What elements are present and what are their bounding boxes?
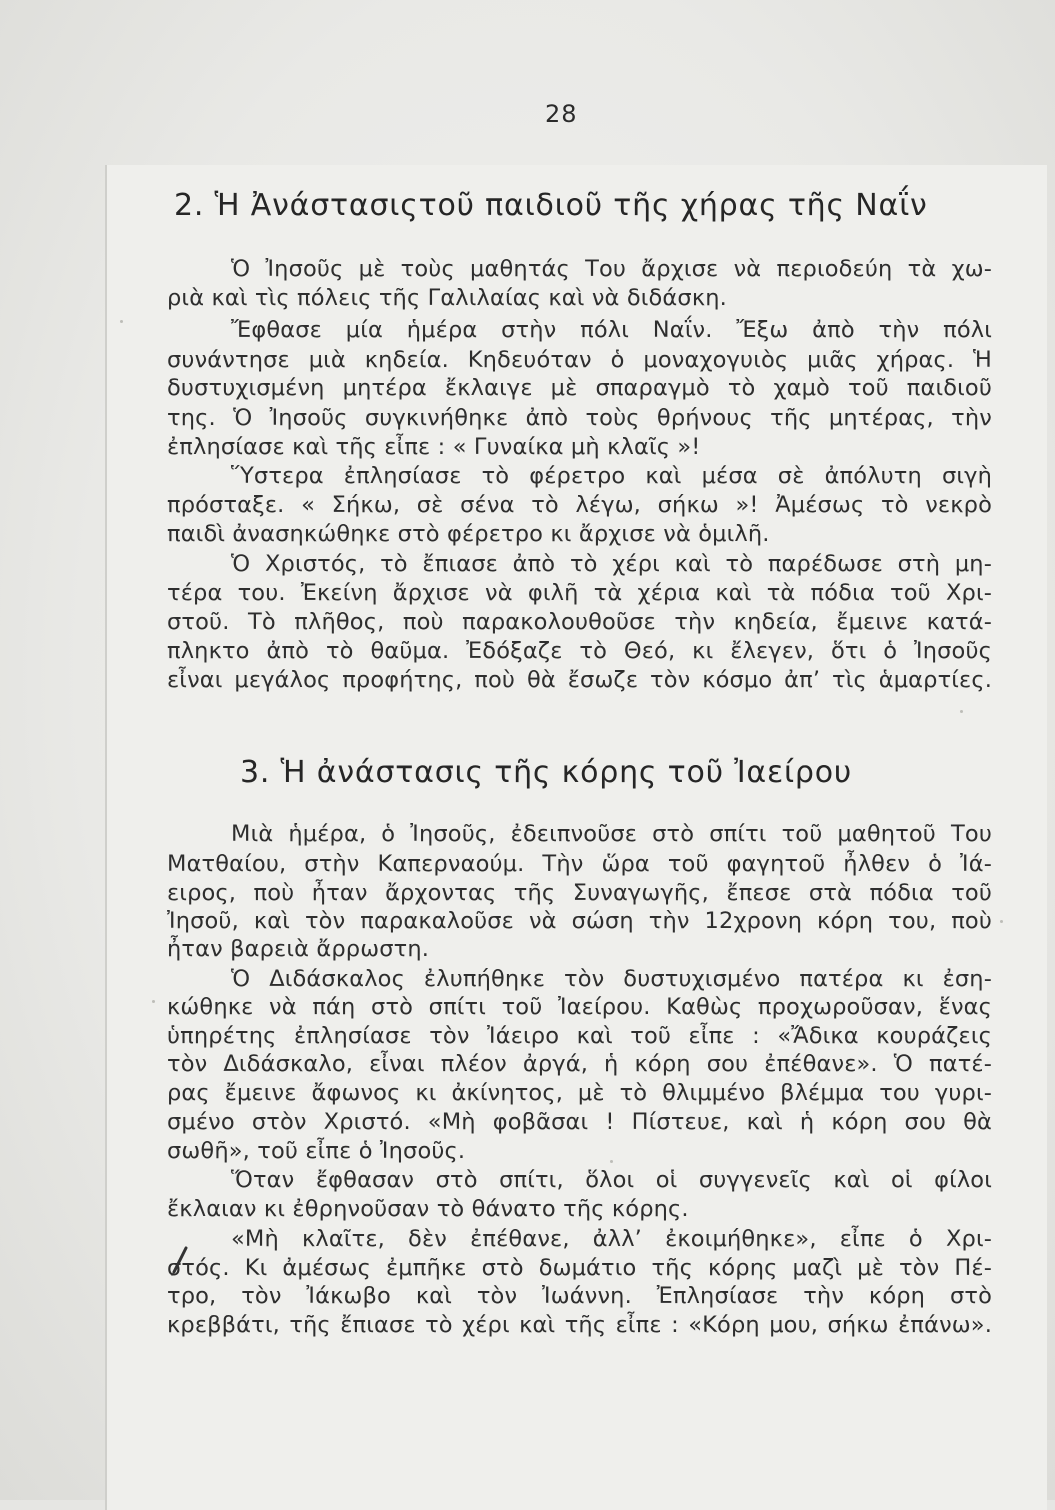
text-line: ἐπλησίασε καὶ τῆς εἶπε : « Γυναίκα μὴ κλαῖς »!: [167, 434, 701, 460]
page-number: 28: [545, 100, 578, 128]
text-line: Ἔφθασε μία ἡμέρα στὴν πόλι Ναΐν. Ἔξω ἀπὸ τὴν πόλι: [231, 317, 992, 343]
text-line: Ὁ Ἰησοῦς μὲ τοὺς μαθητάς Του ἄρχισε νὰ περιοδεύη τὰ χω-: [231, 256, 992, 282]
text-line: Ὁ Διδάσκαλος ἐλυπήθηκε τὸν δυστυχισμένο πατέρα κι ἐση-: [231, 966, 992, 992]
text-line: σωθῆ», τοῦ εἶπε ὁ Ἰησοῦς.: [167, 1138, 466, 1164]
paper-speck: [152, 1000, 155, 1003]
text-line: Ματθαίου, στὴν Καπερναούμ. Τὴν ὥρα τοῦ φαγητοῦ ἦλθεν ὁ Ἰά-: [167, 851, 992, 877]
text-line: της. Ὁ Ἰησοῦς συγκινήθηκε ἀπὸ τοὺς θρήνους τῆς μητέρας, τὴν: [167, 405, 992, 431]
text-line: τέρα του. Ἐκείνη ἄρχισε νὰ φιλῆ τὰ χέρια καὶ τὰ πόδια τοῦ Χρι-: [167, 580, 992, 606]
text-line: σμένο στὸν Χριστό. «Μὴ φοβᾶσαι ! Πίστευε, καὶ ἡ κόρη σου θὰ: [167, 1109, 992, 1135]
text-line: εἶναι μεγάλος προφήτης, ποὺ θὰ ἔσωζε τὸν κόσμο ἀπ’ τὶς ἁμαρτίες.: [167, 667, 992, 693]
text-line: τρο, τὸν Ἰάκωβο καὶ τὸν Ἰωάννη. Ἐπλησίασε τὴν κόρη στὸ: [167, 1283, 992, 1309]
text-line: ἔκλαιαν κι ἐθρηνοῦσαν τὸ θάνατο τῆς κόρης.: [167, 1196, 689, 1222]
text-line: ἦταν βαρειὰ ἄρρωστη.: [167, 936, 430, 962]
section-3-title: 3. Ἡ ἀνάστασις τῆς κόρης τοῦ Ἰαείρου: [240, 755, 853, 790]
text-line: ειρος, ποὺ ἦταν ἄρχοντας τῆς Συναγωγῆς, ἔπεσε στὰ πόδια τοῦ: [167, 880, 992, 906]
text-line: ὑπηρέτης ἐπλησίασε τὸν Ἰάειρο καὶ τοῦ εἶπε : «Ἄδικα κουράζεις: [167, 1023, 992, 1049]
text-line: κώθηκε νὰ πάη στὸ σπίτι τοῦ Ἰαείρου. Καθὼς προχωροῦσαν, ἕνας: [167, 994, 992, 1020]
text-line: Ὕστερα ἐπλησίασε τὸ φέρετρο καὶ μέσα σὲ ἀπόλυτη σιγὴ: [231, 463, 992, 489]
text-line: Ἰησοῦ, καὶ τὸν παρακαλοῦσε νὰ σώση τὴν 12χρονη κόρη του, ποὺ: [167, 908, 992, 934]
text-line: τὸν Διδάσκαλο, εἶναι πλέον ἀργά, ἡ κόρη σου ἐπέθανε». Ὁ πατέ-: [167, 1051, 992, 1077]
text-line: στοῦ. Τὸ πλῆθος, ποὺ παρακολουθοῦσε τὴν κηδεία, ἔμεινε κατά-: [167, 609, 992, 635]
text-line: κρεββάτι, τῆς ἔπιασε τὸ χέρι καὶ τῆς εἶπε : «Κόρη μου, σήκω ἐπάνω».: [167, 1312, 992, 1338]
paper-speck: [120, 320, 123, 323]
paper-speck: [960, 710, 963, 713]
text-line: παιδὶ ἀνασηκώθηκε στὸ φέρετρο κι ἄρχισε νὰ ὁμιλῆ.: [167, 521, 770, 547]
text-line: Ὅταν ἔφθασαν στὸ σπίτι, ὅλοι οἱ συγγενεῖς καὶ οἱ φίλοι: [231, 1167, 992, 1193]
text-line: «Μὴ κλαῖτε, δὲν ἐπέθανε, ἀλλ’ ἐκοιμήθηκε», εἶπε ὁ Χρι-: [231, 1226, 992, 1252]
text-line: δυστυχισμένη μητέρα ἔκλαιγε μὲ σπαραγμὸ τὸ χαμὸ τοῦ παιδιοῦ: [167, 375, 992, 401]
paper-speck: [1000, 920, 1003, 923]
text-line: ρας ἔμεινε ἄφωνος κι ἀκίνητος, μὲ τὸ θλιμμένο βλέμμα του γυρι-: [167, 1080, 992, 1106]
text-line: ριὰ καὶ τὶς πόλεις τῆς Γαλιλαίας καὶ νὰ διδάσκη.: [167, 285, 727, 311]
text-line: Ὁ Χριστός, τὸ ἔπιασε ἀπὸ τὸ χέρι καὶ τὸ παρέδωσε στὴ μη-: [231, 551, 992, 577]
text-line: στός. Κι ἀμέσως ἐμπῆκε στὸ δωμάτιο τῆς κόρης μαζὶ μὲ τὸν Πέ-: [167, 1255, 992, 1281]
pen-stroke-mark: [170, 1246, 188, 1276]
text-line: Μιὰ ἡμέρα, ὁ Ἰησοῦς, ἐδειπνοῦσε στὸ σπίτι τοῦ μαθητοῦ Του: [231, 821, 992, 847]
text-line: πληκτο ἀπὸ τὸ θαῦμα. Ἐδόξαζε τὸ Θεό, κι ἔλεγεν, ὅτι ὁ Ἰησοῦς: [167, 638, 992, 664]
text-line: συνάντησε μιὰ κηδεία. Κηδευόταν ὁ μοναχογυιὸς μιᾶς χήρας. Ἡ: [167, 347, 992, 373]
section-2-title: 2. Ἡ Ἀνάστασιςτοῦ παιδιοῦ τῆς χήρας τῆς Ναΐν: [174, 188, 928, 223]
paper-speck: [610, 1160, 613, 1163]
text-line: πρόσταξε. « Σήκω, σὲ σένα τὸ λέγω, σήκω »! Ἀμέσως τὸ νεκρὸ: [167, 492, 992, 518]
